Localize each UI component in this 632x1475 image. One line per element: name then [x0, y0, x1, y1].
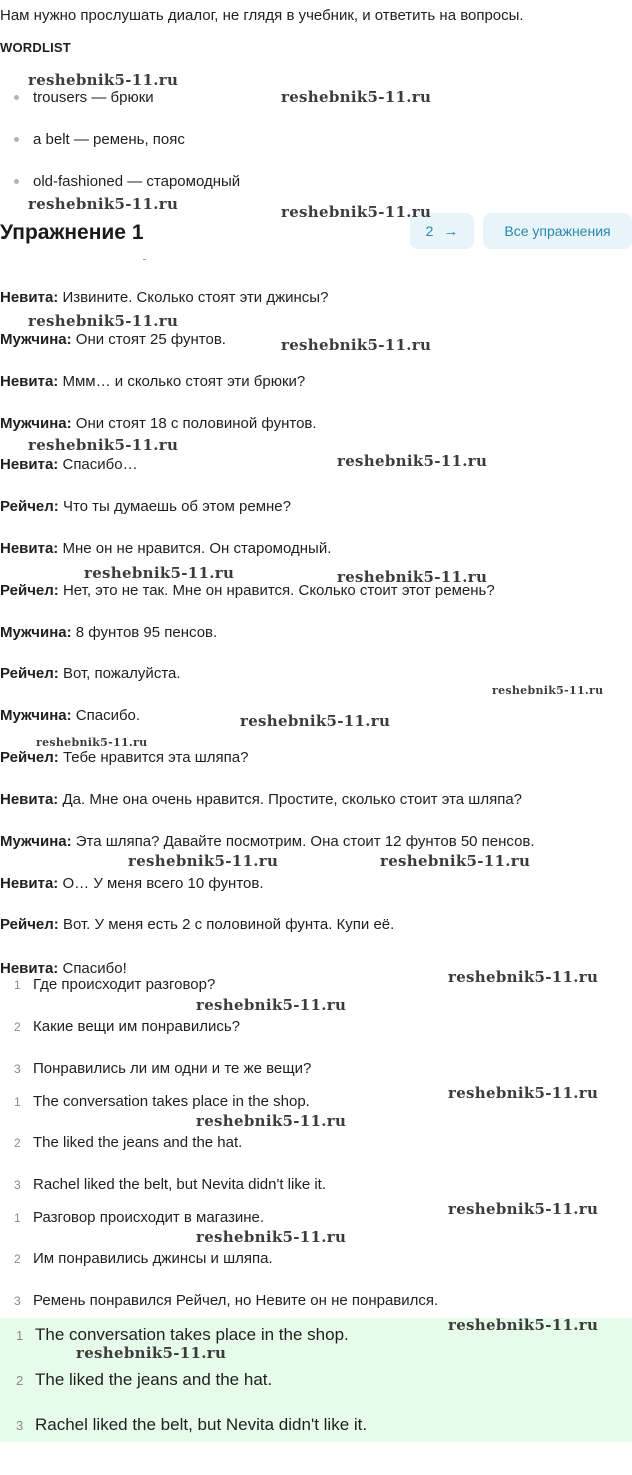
- bullet-icon: [14, 137, 19, 142]
- watermark: reshebnik5-11.ru: [448, 1200, 599, 1218]
- question-item: 1 Где происходит разговор?: [14, 976, 216, 993]
- answer-en-item: 2 The liked the jeans and the hat.: [14, 1134, 243, 1151]
- all-exercises-button[interactable]: Все упражнения: [483, 213, 632, 249]
- dialog-line: Невита: Мне он не нравится. Он старомодный.: [0, 540, 332, 557]
- bullet-icon: [14, 179, 19, 184]
- dialog-line: Мужчина: 8 фунтов 95 пенсов.: [0, 624, 218, 641]
- dialog-line: Невита: Спасибо…: [0, 456, 138, 473]
- answer-en-item: 3 Rachel liked the belt, but Nevita didn't like it.: [14, 1176, 327, 1193]
- wordlist-title: WORDLIST: [0, 40, 71, 55]
- final-answer-item: 1 The conversation takes place in the shop.: [16, 1325, 349, 1344]
- next-exercise-button[interactable]: 2 →: [410, 213, 474, 249]
- dialog-line: Рейчел: Что ты думаешь об этом ремне?: [0, 498, 291, 515]
- watermark: reshebnik5-11.ru: [36, 736, 148, 749]
- watermark: reshebnik5-11.ru: [281, 336, 432, 354]
- bullet-icon: [14, 95, 19, 100]
- watermark: reshebnik5-11.ru: [281, 203, 432, 221]
- watermark: reshebnik5-11.ru: [448, 1084, 599, 1102]
- watermark: reshebnik5-11.ru: [76, 1344, 227, 1362]
- dialog-line: Мужчина: Эта шляпа? Давайте посмотрим. Она стоит 12 фунтов 50 пенсов.: [0, 833, 535, 850]
- watermark: reshebnik5-11.ru: [196, 996, 347, 1014]
- answer-en-item: 1 The conversation takes place in the shop.: [14, 1093, 310, 1110]
- wordlist-item: old-fashioned — старомодный: [14, 173, 240, 190]
- question-item: 3 Понравились ли им одни и те же вещи?: [14, 1060, 312, 1077]
- final-answer-item: 2 The liked the jeans and the hat.: [16, 1370, 273, 1389]
- watermark: reshebnik5-11.ru: [492, 684, 604, 697]
- dialog-line: Рейчел: Вот. У меня есть 2 с половиной фунта. Купи её.: [0, 916, 395, 933]
- watermark: reshebnik5-11.ru: [28, 312, 179, 330]
- watermark: reshebnik5-11.ru: [128, 852, 279, 870]
- question-item: 2 Какие вещи им понравились?: [14, 1018, 240, 1035]
- watermark: reshebnik5-11.ru: [196, 1228, 347, 1246]
- watermark: reshebnik5-11.ru: [337, 452, 488, 470]
- wordlist-item: a belt — ремень, пояс: [14, 131, 185, 148]
- watermark: reshebnik5-11.ru: [196, 1112, 347, 1130]
- watermark: reshebnik5-11.ru: [28, 71, 179, 89]
- dialog-line: Рейчел: Вот, пожалуйста.: [0, 665, 181, 682]
- intro-text: Нам нужно прослушать диалог, не глядя в учебник, и ответить на вопросы.: [0, 7, 524, 24]
- watermark: reshebnik5-11.ru: [337, 568, 488, 586]
- watermark: reshebnik5-11.ru: [84, 564, 235, 582]
- divider-mark: [143, 259, 146, 260]
- dialog-line: Рейчел: Нет, это не так. Мне он нравится. Сколько стоит этот ремень?: [0, 582, 495, 599]
- dialog-line-clipped: Невита: Спасибо!: [0, 960, 127, 975]
- watermark: reshebnik5-11.ru: [240, 712, 391, 730]
- wordlist-item: trousers — брюки: [14, 89, 154, 106]
- exercise-title: Упражнение 1: [0, 221, 144, 244]
- arrow-right-icon: →: [443, 222, 459, 240]
- watermark: reshebnik5-11.ru: [448, 1316, 599, 1334]
- answer-ru-item: 1 Разговор происходит в магазине.: [14, 1209, 265, 1226]
- watermark: reshebnik5-11.ru: [28, 436, 179, 454]
- dialog-line: Мужчина: Спасибо.: [0, 707, 141, 724]
- dialog-line: Мужчина: Они стоят 18 с половиной фунтов.: [0, 415, 317, 432]
- watermark: reshebnik5-11.ru: [448, 968, 599, 986]
- dialog-line: Невита: Да. Мне она очень нравится. Простите, сколько стоит эта шляпа?: [0, 791, 523, 808]
- watermark: reshebnik5-11.ru: [281, 88, 432, 106]
- final-answer-item: 3 Rachel liked the belt, but Nevita didn't like it.: [16, 1415, 368, 1434]
- dialog-line: Рейчел: Тебе нравится эта шляпа?: [0, 749, 249, 766]
- dialog-line: Невита: Извините. Сколько стоят эти джинсы?: [0, 289, 329, 306]
- answer-ru-item: 2 Им понравились джинсы и шляпа.: [14, 1250, 273, 1267]
- dialog-line: Невита: О… У меня всего 10 фунтов.: [0, 875, 264, 892]
- watermark: reshebnik5-11.ru: [380, 852, 531, 870]
- watermark: reshebnik5-11.ru: [28, 195, 179, 213]
- answer-ru-item: 3 Ремень понравился Рейчел, но Невите он не понравился.: [14, 1292, 439, 1309]
- dialog-line: Мужчина: Они стоят 25 фунтов.: [0, 331, 226, 348]
- dialog-line: Невита: Ммм… и сколько стоят эти брюки?: [0, 373, 306, 390]
